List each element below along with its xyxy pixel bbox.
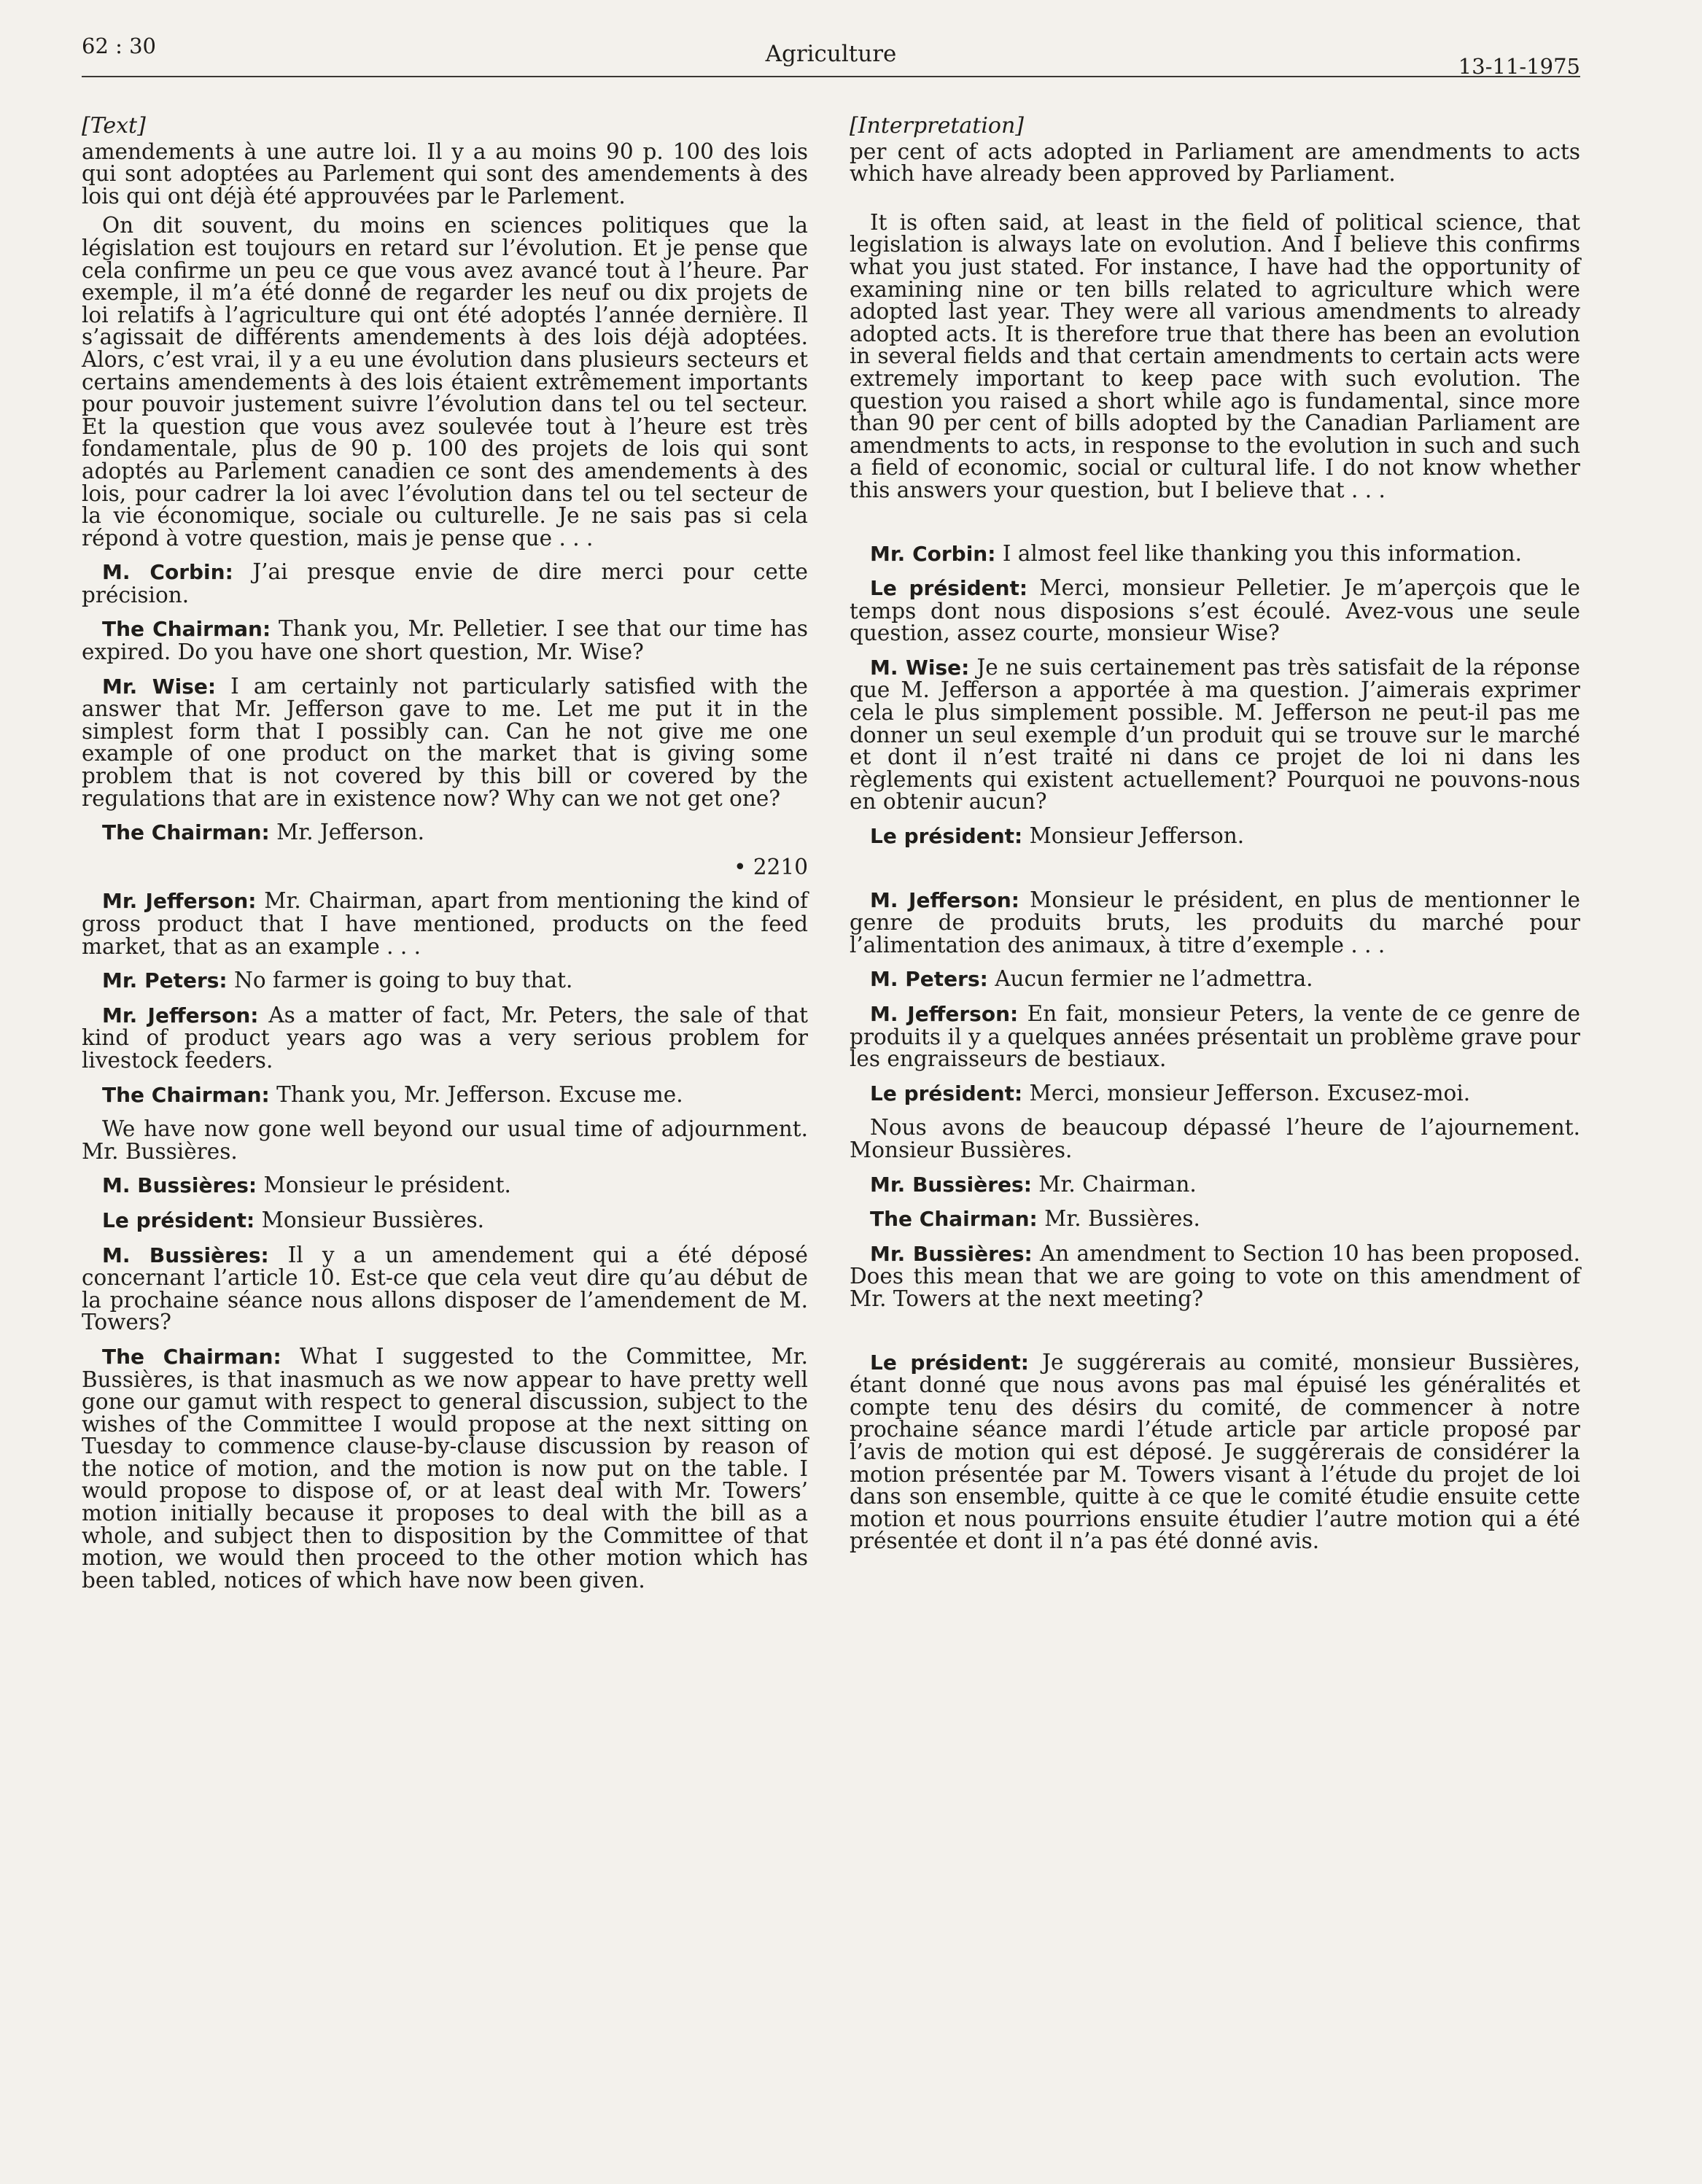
column-label: [Interpretation]	[850, 113, 1025, 139]
speaker: The Chairman:	[870, 1207, 1038, 1232]
speech	[82, 1174, 808, 1197]
speech-text: Je ne suis certainement pas très satisfait de la réponse que M. Jefferson a apportée à ma question. J’aimerais exprimer cela le plus simplement possible. M. Jefferson ne peut-il pas me donner un seul exemple d’un produit qui se trouve sur le marché et dont il n’est traité ni dans ce projet de loi ni dans les règlements qui existent actuellement? Pourquoi ne pouvons-nous en obtenir aucun?	[850, 654, 1580, 815]
speech	[850, 1351, 1580, 1552]
speech-text: Mr. Chairman, apart from mentioning the kind of gross product that I have mentioned, products on the feed market, that as an example . . .	[82, 888, 808, 959]
speech-text: I almost feel like thanking you this information.	[995, 540, 1523, 566]
paragraph: On dit souvent, du moins en sciences politiques que la législation est toujours en retard sur l’évolution. Et je pense que cela confirme un peu ce que vous avez avancé tout à l’heure. Par exemple, il m’a été donné de regarder les neuf ou dix projets de loi relatifs à l’agriculture qui ont été adoptés l’année dernière. Il s’agissait de différents amendements à des lois déjà adoptées. Alors, c’est vrai, il y a eu une évolution dans plusieurs secteurs et certains amendements à des lois étaient extrêmement importants pour pouvoir justement suivre l’évolution dans tel ou tel secteur. Et la question que vous avez soulevée tout à l’heure est très fondamentale, plus de 90 p. 100 des projets de lois qui sont adoptés au Parlement canadien ce sont des amendements à des lois, pour cadrer la loi avec l’évolution dans tel ou tel secteur de la vie économique, sociale ou culturelle. Je ne sais pas si cela répond à votre question, mais je pense que . . .	[82, 213, 808, 551]
speech	[850, 825, 1580, 848]
speech-text: Monsieur le président, en plus de mentionner le genre de produits bruts, les produits du marché pour l’alimentation des animaux, à titre d’exemple . . .	[850, 887, 1580, 957]
speech-text: Monsieur Jefferson.	[1022, 823, 1245, 849]
left-column-text	[82, 115, 808, 1603]
paragraph: per cent of acts adopted in Parliament are amendments to acts which have already been approved by Parliament.	[850, 139, 1580, 187]
speech-text: Mr. Chairman.	[1031, 1171, 1197, 1197]
speech	[850, 1003, 1580, 1070]
speaker: Le président:	[870, 824, 1023, 849]
paragraph: amendements à une autre loi. Il y a au moins 90 p. 100 des lois qui sont adoptées au Parlement qui sont des amendements à des lois qui ont déjà été approuvées par le Parlement.	[82, 139, 808, 209]
speaker: Le président:	[870, 1081, 1023, 1105]
page-number: 62 : 30	[82, 34, 157, 58]
speech	[82, 890, 808, 957]
speaker: M. Peters:	[870, 967, 988, 992]
speech	[82, 969, 808, 992]
speaker: The Chairman:	[102, 617, 271, 642]
speech	[850, 968, 1580, 991]
speech	[850, 1173, 1580, 1197]
paragraph: We have now gone well beyond our usual time of adjournment. Mr. Bussières.	[82, 1116, 808, 1164]
speaker: M. Jefferson:	[870, 1002, 1019, 1026]
speech-text: Il y a un amendement qui a été déposé concernant l’article 10. Est-ce que cela veut dire qu’au début de la prochaine séance nous allons disposer de l’amendement de M. Towers?	[82, 1242, 808, 1335]
speaker: Le président:	[870, 576, 1028, 601]
speech-text: An amendment to Section 10 has been proposed. Does this mean that we are going to vote on this amendment of Mr. Towers at the next meeting?	[850, 1240, 1580, 1311]
speech	[82, 618, 808, 663]
speech-text: Aucun fermier ne l’admettra.	[987, 966, 1313, 992]
speech	[850, 577, 1580, 645]
speech-text: Thank you, Mr. Pelletier. I see that our time has expired. Do you have one short question, Mr. Wise?	[82, 616, 808, 665]
speaker: M. Jefferson:	[870, 887, 1019, 912]
speaker: Mr. Corbin:	[870, 541, 996, 566]
speech-text: As a matter of fact, Mr. Peters, the sale of that kind of product years ago was a very serious problem for livestock feeders.	[82, 1002, 808, 1073]
speech	[82, 1244, 808, 1334]
running-header	[82, 34, 1580, 77]
speech	[850, 1240, 1580, 1311]
paragraph: Nous avons de beaucoup dépassé l’heure de l’ajournement. Monsieur Bussières.	[850, 1115, 1580, 1162]
speaker: The Chairman:	[102, 1344, 281, 1369]
speech	[82, 1345, 808, 1592]
speech-text: Monsieur Bussières.	[254, 1207, 485, 1232]
speech	[82, 821, 808, 844]
speech	[82, 1081, 808, 1107]
speech	[850, 540, 1580, 566]
speech-text: Monsieur le président.	[257, 1173, 511, 1198]
speaker: M. Wise:	[870, 655, 970, 680]
speech-text: J’ai presque envie de dire merci pour cette précision.	[82, 559, 808, 607]
speech	[82, 561, 808, 606]
right-column-text	[850, 115, 1580, 1564]
speech	[850, 656, 1580, 813]
speech-text: En fait, monsieur Peters, la vente de ce genre de produits il y a quelques années présentait un problème grave pour les engraisseurs de bestiaux.	[850, 1001, 1581, 1072]
time-marker: • 2210	[734, 854, 808, 879]
speaker: Mr. Jefferson:	[102, 889, 257, 914]
speech	[82, 1209, 808, 1232]
speaker: Mr. Bussières:	[870, 1172, 1032, 1197]
speaker: Mr. Jefferson:	[102, 1003, 259, 1027]
speech-text: What I suggested to the Committee, Mr. Bussières, is that inasmuch as we now appear to have pretty well gone our gamut with respect to general discussion, subject to the wishes of the Committee I would propose at the next sitting on Tuesday to commence clause-by-clause discussion by reason of the notice of motion, and the motion is now put on the table. I would propose to dispose of, or at least deal with Mr. Towers’ motion initially because it proposes to deal with the bill as a whole, and subject then to disposition by the Committee of that motion, we would then proceed to the other motion which has been tabled, notices of which have now been given.	[82, 1343, 808, 1593]
speech-text: I am certainly not particularly satisfied with the answer that Mr. Jefferson gave to me. Let me put it in the simplest form that I possibly can. Can he not give me one example of one product on the market that is giving some problem that is not covered by this bill or covered by the regulations that are in existence now? Why can we not get one?	[82, 673, 808, 811]
speech-text: Merci, monsieur Pelletier. Je m’aperçois que le temps dont nous disposions s’est écoulé. Avez-vous une seule question, assez courte, monsieur Wise?	[850, 575, 1580, 646]
speaker: Mr. Bussières:	[870, 1241, 1033, 1266]
speech-text: Je suggérerais au comité, monsieur Bussières, étant donné que nous avons pas mal épuisé les généralités et compte tenu des désirs du comité, de commencer à notre prochaine séance mardi l’étude article par article proposé par l’avis de motion qui est déposé. Je suggérerais de considérer la motion présentée par M. Towers visant à l’étude du projet de loi dans son ensemble, quitte à ce que le comité étudie ensuite cette motion et nous pourrions ensuite étudier l’autre motion qui a été présentée et dont il n’a pas été donné avis.	[850, 1349, 1581, 1554]
speaker: The Chairman:	[102, 1082, 270, 1107]
page-title: Agriculture	[765, 41, 897, 67]
speech-text: Mr. Bussières.	[1037, 1206, 1200, 1232]
paragraph: It is often said, at least in the field of political science, that legislation is always late on evolution. And I believe this confirms what you just stated. For instance, I have had the opportunity of examining nine or ten bills related to agriculture which were adopted last year. They were all various amendments to already adopted acts. It is therefore true that there has been an evolution in several fields and that certain amendments to certain acts were extremely important to keep pace with such evolution. The question you raised a short while ago is fundamental, since more than 90 per cent of bills adopted by the Canadian Parliament are amendments to acts, in response to the evolution in such and such a field of economic, social or cultural life. I do not know whether this answers your question, but I believe that . . .	[850, 209, 1580, 502]
speaker: Mr. Peters:	[102, 968, 228, 993]
speech-text: Mr. Jefferson.	[269, 820, 425, 845]
speaker: M. Bussières:	[102, 1173, 257, 1198]
speaker: Mr. Wise:	[102, 674, 217, 699]
speech	[850, 889, 1580, 957]
speech	[850, 1082, 1580, 1105]
speaker: M. Corbin:	[102, 560, 233, 585]
column-label: [Text]	[82, 113, 146, 139]
page-date: 13-11-1975	[1458, 54, 1580, 79]
speech	[850, 1208, 1580, 1231]
speaker: M. Bussières:	[102, 1243, 269, 1267]
speaker: Le président:	[102, 1208, 255, 1232]
speech	[82, 675, 808, 810]
speaker: The Chairman:	[102, 820, 270, 845]
speech-text: No farmer is going to buy that.	[227, 968, 573, 993]
speech-text: Thank you, Mr. Jefferson. Excuse me.	[269, 1081, 683, 1107]
speech	[82, 1004, 808, 1072]
speaker: Le président:	[870, 1350, 1029, 1375]
speech-text: Merci, monsieur Jefferson. Excusez-moi.	[1022, 1080, 1471, 1105]
